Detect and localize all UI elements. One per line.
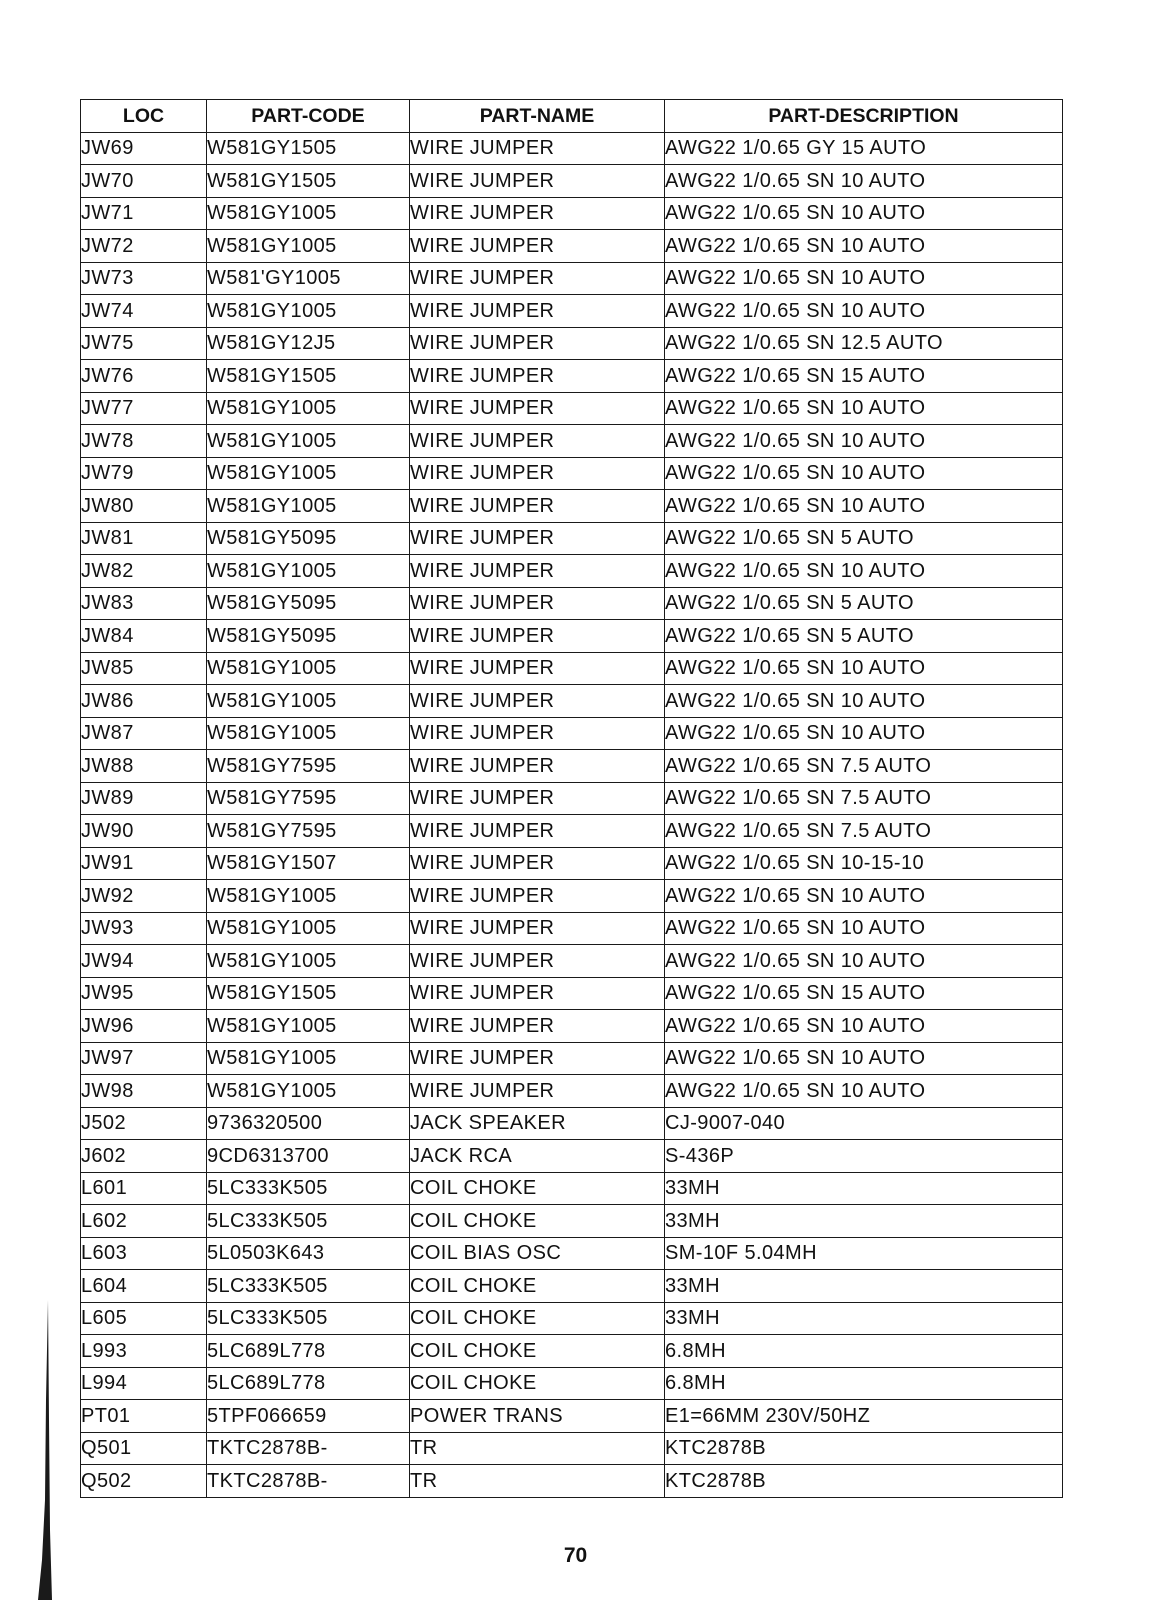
part-name-cell: TR bbox=[410, 1465, 665, 1498]
loc-cell: JW73 bbox=[81, 262, 207, 295]
loc-cell: JW81 bbox=[81, 522, 207, 555]
part-name-cell: WIRE JUMPER bbox=[410, 880, 665, 913]
table-row bbox=[81, 652, 1063, 685]
table-row bbox=[81, 132, 1063, 165]
part-description-cell: 33MH bbox=[665, 1205, 1063, 1238]
part-code-cell: 5TPF066659 bbox=[207, 1400, 410, 1433]
part-description-cell: 6.8MH bbox=[665, 1367, 1063, 1400]
table-row bbox=[81, 1335, 1063, 1368]
loc-cell: JW76 bbox=[81, 360, 207, 393]
loc-cell: JW85 bbox=[81, 652, 207, 685]
part-description-cell: AWG22 1/0.65 SN 10 AUTO bbox=[665, 685, 1063, 718]
part-code-cell: W581GY1005 bbox=[207, 912, 410, 945]
loc-cell: JW70 bbox=[81, 165, 207, 198]
loc-cell: JW92 bbox=[81, 880, 207, 913]
table-row bbox=[81, 165, 1063, 198]
table-row bbox=[81, 1400, 1063, 1433]
loc-cell: JW86 bbox=[81, 685, 207, 718]
part-name-cell: WIRE JUMPER bbox=[410, 360, 665, 393]
table-row bbox=[81, 197, 1063, 230]
loc-cell: L605 bbox=[81, 1302, 207, 1335]
part-name-cell: WIRE JUMPER bbox=[410, 132, 665, 165]
part-description-cell: AWG22 1/0.65 SN 7.5 AUTO bbox=[665, 750, 1063, 783]
loc-cell: JW78 bbox=[81, 425, 207, 458]
part-description-cell: AWG22 1/0.65 GY 15 AUTO bbox=[665, 132, 1063, 165]
part-code-cell: W581GY1005 bbox=[207, 1075, 410, 1108]
part-name-cell: TR bbox=[410, 1432, 665, 1465]
table-row bbox=[81, 1465, 1063, 1498]
loc-cell: JW69 bbox=[81, 132, 207, 165]
table-row bbox=[81, 522, 1063, 555]
loc-cell: JW95 bbox=[81, 977, 207, 1010]
table-row bbox=[81, 1172, 1063, 1205]
part-code-cell: W581GY7595 bbox=[207, 815, 410, 848]
header-part-name: PART-NAME bbox=[410, 100, 665, 133]
part-name-cell: WIRE JUMPER bbox=[410, 457, 665, 490]
part-code-cell: W581GY1005 bbox=[207, 197, 410, 230]
part-code-cell: W581GY1005 bbox=[207, 945, 410, 978]
part-name-cell: WIRE JUMPER bbox=[410, 912, 665, 945]
part-name-cell: WIRE JUMPER bbox=[410, 555, 665, 588]
part-description-cell: AWG22 1/0.65 SN 10 AUTO bbox=[665, 165, 1063, 198]
loc-cell: L994 bbox=[81, 1367, 207, 1400]
loc-cell: L603 bbox=[81, 1237, 207, 1270]
part-description-cell: AWG22 1/0.65 SN 10 AUTO bbox=[665, 262, 1063, 295]
part-name-cell: WIRE JUMPER bbox=[410, 945, 665, 978]
table-row bbox=[81, 360, 1063, 393]
part-name-cell: WIRE JUMPER bbox=[410, 262, 665, 295]
part-description-cell: AWG22 1/0.65 SN 5 AUTO bbox=[665, 620, 1063, 653]
part-code-cell: 9CD6313700 bbox=[207, 1140, 410, 1173]
table-header-row bbox=[81, 100, 1063, 133]
table-row bbox=[81, 425, 1063, 458]
part-description-cell: SM-10F 5.04MH bbox=[665, 1237, 1063, 1270]
loc-cell: JW91 bbox=[81, 847, 207, 880]
loc-cell: JW83 bbox=[81, 587, 207, 620]
loc-cell: JW72 bbox=[81, 230, 207, 263]
part-code-cell: W581GY1005 bbox=[207, 392, 410, 425]
part-name-cell: WIRE JUMPER bbox=[410, 620, 665, 653]
part-description-cell: E1=66MM 230V/50HZ bbox=[665, 1400, 1063, 1433]
part-code-cell: W581GY1507 bbox=[207, 847, 410, 880]
part-name-cell: WIRE JUMPER bbox=[410, 425, 665, 458]
part-name-cell: WIRE JUMPER bbox=[410, 587, 665, 620]
table-row bbox=[81, 1367, 1063, 1400]
part-description-cell: KTC2878B bbox=[665, 1432, 1063, 1465]
part-description-cell: AWG22 1/0.65 SN 10 AUTO bbox=[665, 425, 1063, 458]
part-description-cell: AWG22 1/0.65 SN 10 AUTO bbox=[665, 652, 1063, 685]
table-row bbox=[81, 490, 1063, 523]
part-code-cell: W581GY1005 bbox=[207, 425, 410, 458]
table-body bbox=[81, 132, 1063, 1497]
loc-cell: JW84 bbox=[81, 620, 207, 653]
loc-cell: J602 bbox=[81, 1140, 207, 1173]
table-row bbox=[81, 1205, 1063, 1238]
part-code-cell: W581GY1005 bbox=[207, 685, 410, 718]
table-row bbox=[81, 295, 1063, 328]
part-code-cell: W581GY5095 bbox=[207, 587, 410, 620]
part-name-cell: WIRE JUMPER bbox=[410, 977, 665, 1010]
part-name-cell: WIRE JUMPER bbox=[410, 392, 665, 425]
part-name-cell: WIRE JUMPER bbox=[410, 685, 665, 718]
part-description-cell: AWG22 1/0.65 SN 10 AUTO bbox=[665, 945, 1063, 978]
loc-cell: JW79 bbox=[81, 457, 207, 490]
table-row bbox=[81, 1075, 1063, 1108]
table-row bbox=[81, 847, 1063, 880]
part-code-cell: 5LC333K505 bbox=[207, 1270, 410, 1303]
loc-cell: JW82 bbox=[81, 555, 207, 588]
table-row bbox=[81, 230, 1063, 263]
part-code-cell: 5LC333K505 bbox=[207, 1172, 410, 1205]
table-row bbox=[81, 587, 1063, 620]
part-description-cell: AWG22 1/0.65 SN 10 AUTO bbox=[665, 1010, 1063, 1043]
part-code-cell: W581GY7595 bbox=[207, 782, 410, 815]
part-description-cell: AWG22 1/0.65 SN 10-15-10 bbox=[665, 847, 1063, 880]
part-description-cell: AWG22 1/0.65 SN 10 AUTO bbox=[665, 880, 1063, 913]
part-name-cell: WIRE JUMPER bbox=[410, 1010, 665, 1043]
part-code-cell: W581GY1505 bbox=[207, 165, 410, 198]
page-number: 70 bbox=[563, 1544, 588, 1567]
part-description-cell: AWG22 1/0.65 SN 10 AUTO bbox=[665, 912, 1063, 945]
part-code-cell: W581GY1505 bbox=[207, 132, 410, 165]
part-code-cell: W581GY1005 bbox=[207, 880, 410, 913]
part-description-cell: CJ-9007-040 bbox=[665, 1107, 1063, 1140]
part-code-cell: W581GY1005 bbox=[207, 1010, 410, 1043]
part-name-cell: WIRE JUMPER bbox=[410, 750, 665, 783]
table-row bbox=[81, 912, 1063, 945]
part-name-cell: POWER TRANS bbox=[410, 1400, 665, 1433]
part-description-cell: AWG22 1/0.65 SN 15 AUTO bbox=[665, 977, 1063, 1010]
part-name-cell: WIRE JUMPER bbox=[410, 815, 665, 848]
parts-table bbox=[80, 99, 1063, 1498]
part-description-cell: AWG22 1/0.65 SN 5 AUTO bbox=[665, 587, 1063, 620]
part-code-cell: W581GY1005 bbox=[207, 717, 410, 750]
table-row bbox=[81, 880, 1063, 913]
part-name-cell: WIRE JUMPER bbox=[410, 197, 665, 230]
part-name-cell: COIL BIAS OSC bbox=[410, 1237, 665, 1270]
loc-cell: JW96 bbox=[81, 1010, 207, 1043]
part-name-cell: WIRE JUMPER bbox=[410, 295, 665, 328]
part-description-cell: AWG22 1/0.65 SN 10 AUTO bbox=[665, 392, 1063, 425]
loc-cell: JW89 bbox=[81, 782, 207, 815]
part-description-cell: 33MH bbox=[665, 1302, 1063, 1335]
part-description-cell: AWG22 1/0.65 SN 10 AUTO bbox=[665, 230, 1063, 263]
part-code-cell: W581GY1005 bbox=[207, 490, 410, 523]
part-description-cell: KTC2878B bbox=[665, 1465, 1063, 1498]
loc-cell: PT01 bbox=[81, 1400, 207, 1433]
part-name-cell: COIL CHOKE bbox=[410, 1205, 665, 1238]
part-description-cell: AWG22 1/0.65 SN 12.5 AUTO bbox=[665, 327, 1063, 360]
part-name-cell: WIRE JUMPER bbox=[410, 522, 665, 555]
header-part-description: PART-DESCRIPTION bbox=[665, 100, 1063, 133]
loc-cell: JW80 bbox=[81, 490, 207, 523]
part-name-cell: WIRE JUMPER bbox=[410, 1042, 665, 1075]
part-name-cell: COIL CHOKE bbox=[410, 1270, 665, 1303]
loc-cell: JW94 bbox=[81, 945, 207, 978]
part-name-cell: WIRE JUMPER bbox=[410, 165, 665, 198]
loc-cell: JW97 bbox=[81, 1042, 207, 1075]
part-description-cell: AWG22 1/0.65 SN 10 AUTO bbox=[665, 1042, 1063, 1075]
part-code-cell: W581GY12J5 bbox=[207, 327, 410, 360]
part-name-cell: WIRE JUMPER bbox=[410, 327, 665, 360]
loc-cell: JW93 bbox=[81, 912, 207, 945]
part-code-cell: TKTC2878B- bbox=[207, 1465, 410, 1498]
part-name-cell: WIRE JUMPER bbox=[410, 490, 665, 523]
part-name-cell: COIL CHOKE bbox=[410, 1367, 665, 1400]
part-name-cell: WIRE JUMPER bbox=[410, 1075, 665, 1108]
part-code-cell: 5LC333K505 bbox=[207, 1205, 410, 1238]
table-row bbox=[81, 262, 1063, 295]
loc-cell: JW87 bbox=[81, 717, 207, 750]
part-name-cell: COIL CHOKE bbox=[410, 1302, 665, 1335]
loc-cell: L993 bbox=[81, 1335, 207, 1368]
part-code-cell: W581GY1005 bbox=[207, 230, 410, 263]
part-description-cell: 6.8MH bbox=[665, 1335, 1063, 1368]
part-code-cell: W581GY1005 bbox=[207, 555, 410, 588]
part-code-cell: 9736320500 bbox=[207, 1107, 410, 1140]
table-row bbox=[81, 1270, 1063, 1303]
part-description-cell: AWG22 1/0.65 SN 7.5 AUTO bbox=[665, 782, 1063, 815]
part-name-cell: JACK SPEAKER bbox=[410, 1107, 665, 1140]
loc-cell: Q502 bbox=[81, 1465, 207, 1498]
table-row bbox=[81, 1107, 1063, 1140]
part-description-cell: AWG22 1/0.65 SN 10 AUTO bbox=[665, 717, 1063, 750]
part-description-cell: AWG22 1/0.65 SN 15 AUTO bbox=[665, 360, 1063, 393]
table-row bbox=[81, 977, 1063, 1010]
loc-cell: Q501 bbox=[81, 1432, 207, 1465]
table-row bbox=[81, 327, 1063, 360]
table-row bbox=[81, 555, 1063, 588]
part-description-cell: 33MH bbox=[665, 1172, 1063, 1205]
loc-cell: L604 bbox=[81, 1270, 207, 1303]
header-part-code: PART-CODE bbox=[207, 100, 410, 133]
loc-cell: JW88 bbox=[81, 750, 207, 783]
part-code-cell: W581'GY1005 bbox=[207, 262, 410, 295]
part-description-cell: AWG22 1/0.65 SN 7.5 AUTO bbox=[665, 815, 1063, 848]
table-row bbox=[81, 1302, 1063, 1335]
part-code-cell: W581GY1505 bbox=[207, 360, 410, 393]
table-row bbox=[81, 1010, 1063, 1043]
table-row bbox=[81, 1042, 1063, 1075]
part-name-cell: JACK RCA bbox=[410, 1140, 665, 1173]
part-description-cell: AWG22 1/0.65 SN 10 AUTO bbox=[665, 1075, 1063, 1108]
table-row bbox=[81, 1237, 1063, 1270]
table-row bbox=[81, 1432, 1063, 1465]
loc-cell: J502 bbox=[81, 1107, 207, 1140]
table-row bbox=[81, 620, 1063, 653]
part-code-cell: W581GY7595 bbox=[207, 750, 410, 783]
part-code-cell: 5L0503K643 bbox=[207, 1237, 410, 1270]
part-description-cell: AWG22 1/0.65 SN 10 AUTO bbox=[665, 490, 1063, 523]
part-description-cell: AWG22 1/0.65 SN 10 AUTO bbox=[665, 555, 1063, 588]
part-code-cell: W581GY1005 bbox=[207, 652, 410, 685]
part-code-cell: 5LC689L778 bbox=[207, 1335, 410, 1368]
loc-cell: JW75 bbox=[81, 327, 207, 360]
part-code-cell: W581GY1005 bbox=[207, 295, 410, 328]
table-row bbox=[81, 782, 1063, 815]
part-description-cell: 33MH bbox=[665, 1270, 1063, 1303]
part-name-cell: WIRE JUMPER bbox=[410, 717, 665, 750]
part-code-cell: W581GY5095 bbox=[207, 620, 410, 653]
table-row bbox=[81, 1140, 1063, 1173]
part-name-cell: COIL CHOKE bbox=[410, 1172, 665, 1205]
loc-cell: JW90 bbox=[81, 815, 207, 848]
table-row bbox=[81, 392, 1063, 425]
part-name-cell: WIRE JUMPER bbox=[410, 230, 665, 263]
part-code-cell: W581GY5095 bbox=[207, 522, 410, 555]
loc-cell: L601 bbox=[81, 1172, 207, 1205]
table-row bbox=[81, 457, 1063, 490]
part-code-cell: W581GY1505 bbox=[207, 977, 410, 1010]
table-row bbox=[81, 815, 1063, 848]
table-row bbox=[81, 750, 1063, 783]
part-description-cell: AWG22 1/0.65 SN 10 AUTO bbox=[665, 295, 1063, 328]
part-name-cell: WIRE JUMPER bbox=[410, 652, 665, 685]
part-description-cell: AWG22 1/0.65 SN 10 AUTO bbox=[665, 197, 1063, 230]
loc-cell: JW77 bbox=[81, 392, 207, 425]
part-name-cell: COIL CHOKE bbox=[410, 1335, 665, 1368]
part-description-cell: S-436P bbox=[665, 1140, 1063, 1173]
table-row bbox=[81, 685, 1063, 718]
part-name-cell: WIRE JUMPER bbox=[410, 782, 665, 815]
loc-cell: JW74 bbox=[81, 295, 207, 328]
part-code-cell: TKTC2878B- bbox=[207, 1432, 410, 1465]
loc-cell: JW71 bbox=[81, 197, 207, 230]
table-row bbox=[81, 717, 1063, 750]
part-description-cell: AWG22 1/0.65 SN 5 AUTO bbox=[665, 522, 1063, 555]
part-code-cell: W581GY1005 bbox=[207, 457, 410, 490]
loc-cell: L602 bbox=[81, 1205, 207, 1238]
loc-cell: JW98 bbox=[81, 1075, 207, 1108]
header-loc: LOC bbox=[81, 100, 207, 133]
part-name-cell: WIRE JUMPER bbox=[410, 847, 665, 880]
table-row bbox=[81, 945, 1063, 978]
part-code-cell: 5LC689L778 bbox=[207, 1367, 410, 1400]
part-code-cell: 5LC333K505 bbox=[207, 1302, 410, 1335]
part-description-cell: AWG22 1/0.65 SN 10 AUTO bbox=[665, 457, 1063, 490]
part-code-cell: W581GY1005 bbox=[207, 1042, 410, 1075]
